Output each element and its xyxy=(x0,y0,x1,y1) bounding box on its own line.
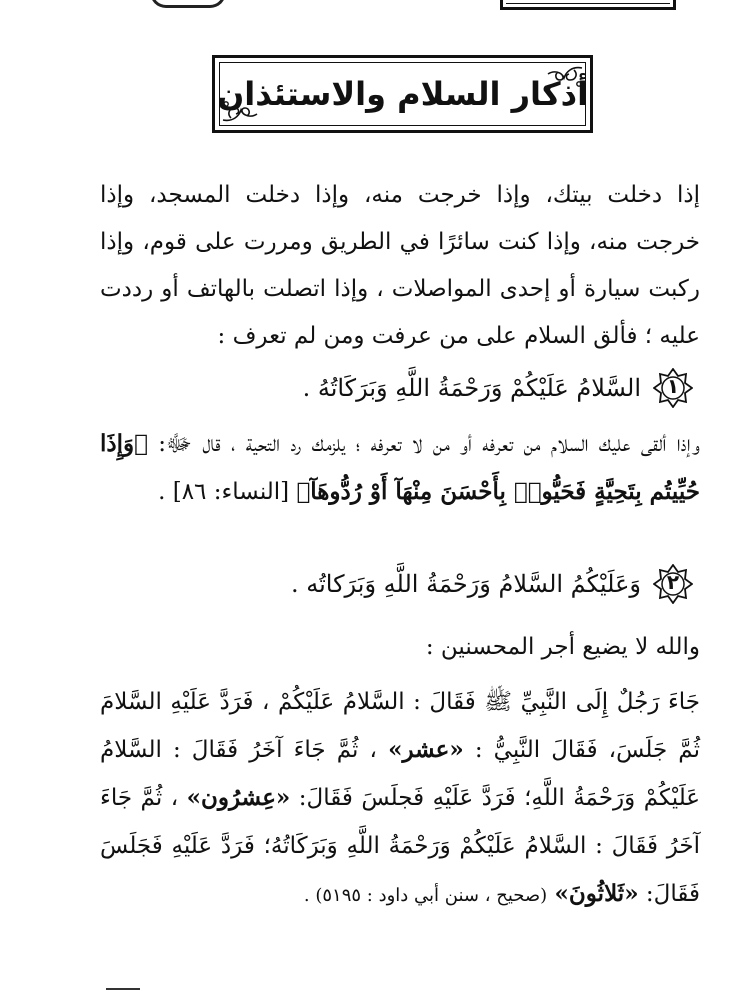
top-header-frame xyxy=(500,0,676,10)
reply-text xyxy=(100,420,700,516)
page-footer-mark xyxy=(106,988,140,994)
dhikr-text: وَعَلَيْكُمُ السَّلامُ وَرَحْمَةُ اللَّهِ وَبَرَكاتُه . xyxy=(290,570,641,598)
hadith-part-2: ، ثُمَّ جَاءَ آخَرُ فَقَالَ : السَّلامُ عَلَيْكُمْ وَرَحْمَةُ اللَّهِ؛ فَرَدَّ عَلَيْهِ فَجلَسَ فَقَالَ: xyxy=(100,737,701,811)
dhikr-text: السَّلامُ عَلَيْكُمْ وَرَحْمَةُ اللَّهِ وَبَرَكَاتُهُ . xyxy=(302,374,641,402)
number-badge xyxy=(653,564,693,604)
badge-number: ٢ xyxy=(666,570,680,594)
note-text: والله لا يضيع أجر المحسنين : xyxy=(425,634,700,660)
reward-twenty: «عِشرُون» xyxy=(186,784,291,811)
reward-thirty: «ثَلاثُونَ» xyxy=(554,880,639,907)
reply-intro: وإذا ألقى عليك السلام من تعرفه أو من لا تعرفه ؛ يلزمك رد التحية ، قال ﷻ: xyxy=(158,431,700,457)
note-paragraph xyxy=(100,624,700,671)
intro-text: إذا دخلت بيتك، وإذا خرجت منه، وإذا دخلت المسجد، وإذا خرجت منه، وإذا كنت سائرًا في الطريق ومررت على قوم، وإذا ركبت سيارة أو إحدى المواصلات ، وإذا اتصلت بالهاتف أو رددت عليه ؛ فألق السلام على من عرفت ومن لم تعرف : xyxy=(100,182,700,349)
dhikr-item-2 xyxy=(103,560,693,608)
quran-verse: ﴿وَإِذَا حُيِّيتُم بِتَحِيَّةٍ فَحَيُّوا۟ بِأَحْسَنَ مِنْهَآ أَوْ رُدُّوهَآ﴾ xyxy=(100,430,700,505)
hadith-paragraph xyxy=(100,678,700,920)
dhikr-item-1 xyxy=(103,364,693,412)
top-ornament xyxy=(150,0,226,8)
page-title: أذكار السلام والاستئذان xyxy=(216,75,589,113)
badge-number: ١ xyxy=(666,374,680,398)
hadith-part-1: جَاءَ رَجُلٌ إِلَى النَّبِيِّ ﷺ فَقَالَ : السَّلامُ عَلَيْكُمْ ، فَرَدَّ عَلَيْهِ السَّلامَ ثُمَّ جَلَسَ، فَقَالَ النَّبِيُّ : xyxy=(100,689,701,763)
verse-reference: [النساء: ٨٦] . xyxy=(158,479,290,505)
chapter-title-box xyxy=(212,55,593,133)
reply-paragraph xyxy=(100,420,700,516)
number-badge xyxy=(653,368,693,408)
hadith-text xyxy=(100,678,700,920)
hadith-part-3: ، ثُمَّ جَاءَ آخَرُ فَقَالَ : السَّلامُ عَلَيْكُمْ وَرَحْمَةُ اللَّهِ وَبَرَكَاتُهُ؛ فَرَدَّ عَلَيْهِ فَجَلَسَ فَقَالَ: xyxy=(100,785,700,907)
hadith-source: (صحيح ، سنن أبي داود : ٥١٩٥) . xyxy=(303,885,548,906)
intro-paragraph xyxy=(100,172,700,360)
reward-ten: «عشر» xyxy=(388,736,464,763)
